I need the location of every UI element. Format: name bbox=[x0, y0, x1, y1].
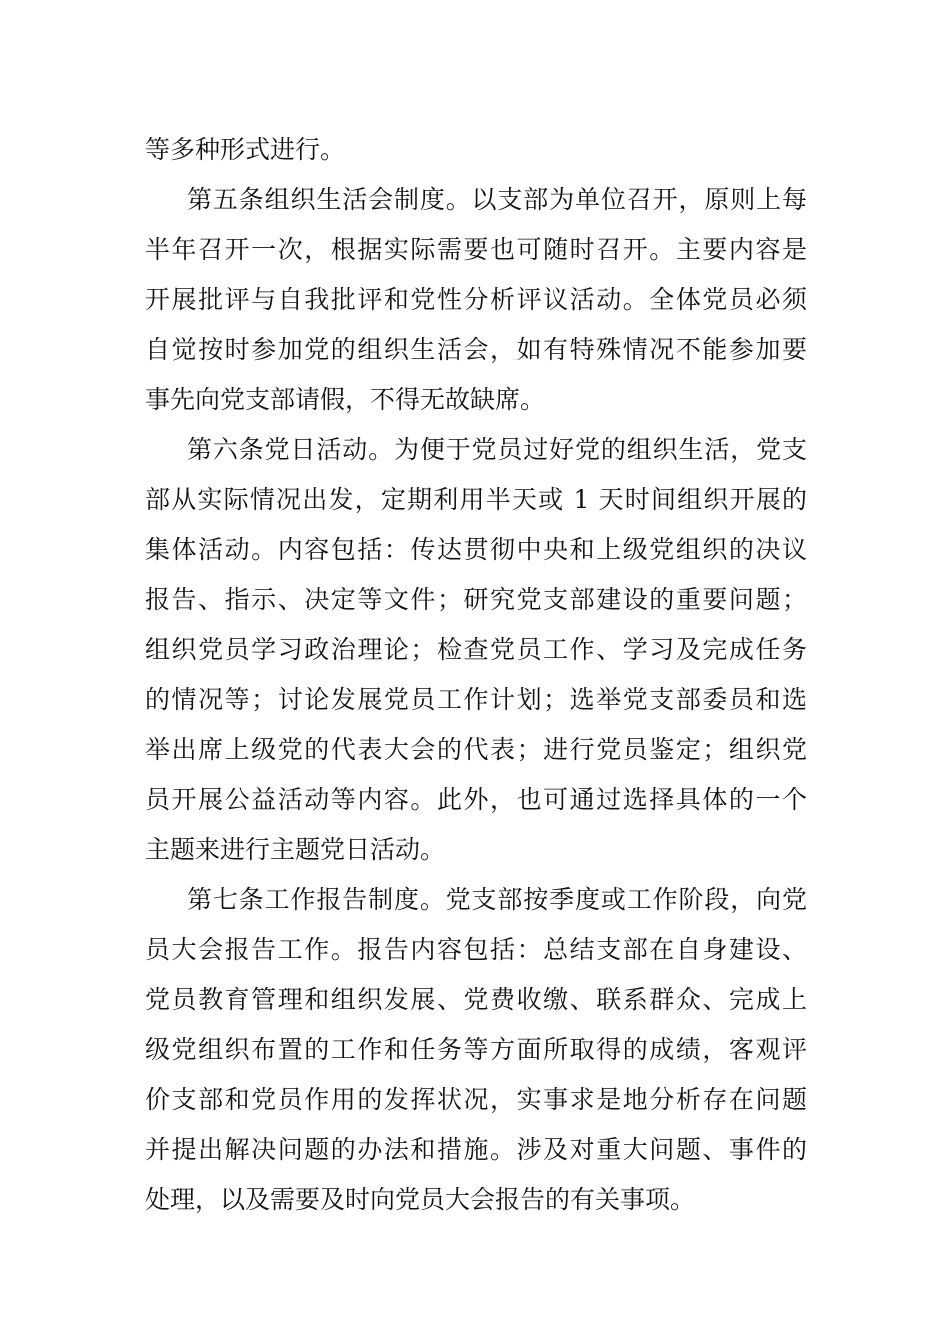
article-6-line: 部从实际情况出发，定期利用半天或 1 天时间组织开展的 bbox=[145, 485, 807, 514]
article-6-line: 员开展公益活动等内容。此外，也可通过选择具体的一个 bbox=[145, 785, 807, 814]
article-7-line: 员大会报告工作。报告内容包括：总结支部在自身建设、 bbox=[145, 935, 807, 964]
article-6-line: 的情况等；讨论发展党员工作计划；选举党支部委员和选 bbox=[145, 685, 807, 714]
article-5-first-line: 第五条组织生活会制度。以支部为单位召开，原则上每 bbox=[187, 185, 807, 214]
article-7-first-line: 第七条工作报告制度。党支部按季度或工作阶段，向党 bbox=[187, 885, 807, 914]
article-5-line: 半年召开一次，根据实际需要也可随时召开。主要内容是 bbox=[145, 235, 807, 264]
article-6-line: 举出席上级党的代表大会的代表；进行党员鉴定；组织党 bbox=[145, 735, 807, 764]
article-7-line: 级党组织布置的工作和任务等方面所取得的成绩，客观评 bbox=[145, 1035, 807, 1064]
article-6-line: 组织党员学习政治理论；检查党员工作、学习及完成任务 bbox=[145, 635, 807, 664]
article-7-line: 党员教育管理和组织发展、党费收缴、联系群众、完成上 bbox=[145, 985, 807, 1014]
article-6-last-line: 主题来进行主题党日活动。 bbox=[145, 835, 446, 864]
article-5-line: 开展批评与自我批评和党性分析评议活动。全体党员必须 bbox=[145, 285, 807, 314]
article-5-line: 自觉按时参加党的组织生活会，如有特殊情况不能参加要 bbox=[145, 335, 807, 364]
article-6-line: 报告、指示、决定等文件；研究党支部建设的重要问题； bbox=[145, 585, 807, 614]
article-7-last-line: 处理，以及需要及时向党员大会报告的有关事项。 bbox=[145, 1185, 696, 1214]
paragraph-continuation-line: 等多种形式进行。 bbox=[145, 135, 346, 164]
article-6-line: 集体活动。内容包括：传达贯彻中央和上级党组织的决议 bbox=[145, 535, 807, 564]
article-7-line: 价支部和党员作用的发挥状况，实事求是地分析存在问题 bbox=[145, 1085, 807, 1114]
article-6-first-line: 第六条党日活动。为便于党员过好党的组织生活，党支 bbox=[187, 435, 807, 464]
article-7-line: 并提出解决问题的办法和措施。涉及对重大问题、事件的 bbox=[145, 1135, 807, 1164]
article-5-last-line: 事先向党支部请假，不得无故缺席。 bbox=[145, 385, 546, 414]
